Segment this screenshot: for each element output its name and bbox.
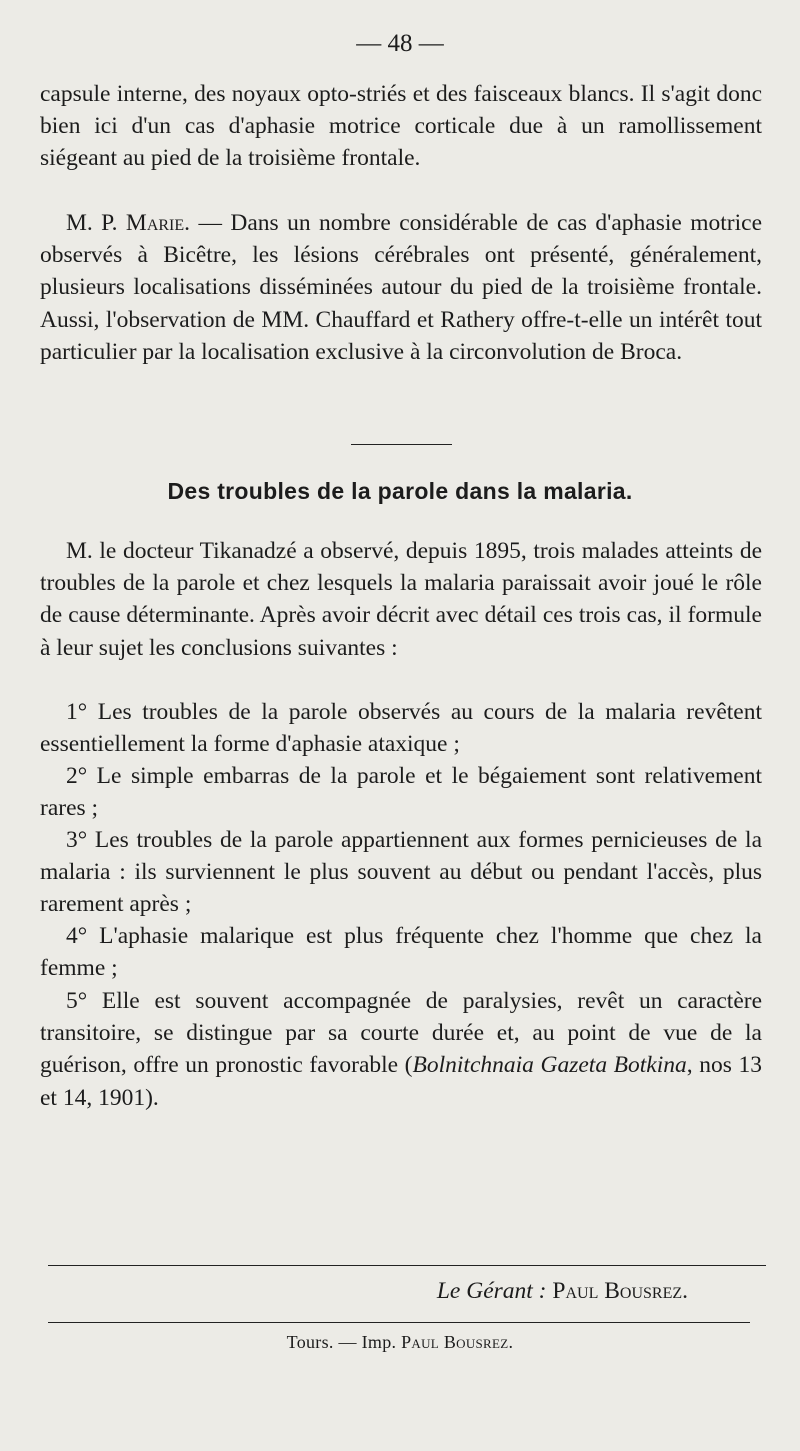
gerant-label: Le Gérant :: [436, 1278, 553, 1304]
printer-name: Paul Bousrez.: [401, 1332, 514, 1352]
footer-rule-bottom: [48, 1322, 750, 1323]
conclusion-item-4: 4° L'aphasie malarique est plus fréquente chez l'homme que chez la femme ;: [40, 923, 762, 982]
speaker-name: M. P. Marie.: [66, 210, 191, 236]
conclusion-item-1: 1° Les troubles de la parole observés au cours de la malaria revêtent essentiellement la forme d'aphasie ataxique ;: [40, 699, 762, 758]
citation-rest: , nos 13 et 14, 1901).: [40, 1052, 762, 1111]
citation-source: Bolnitchnaia Gazeta Botkina: [412, 1052, 687, 1079]
printer-city: Tours. — Imp.: [286, 1332, 402, 1352]
gerant-name: Paul Bousrez.: [552, 1278, 688, 1304]
paragraph-marie-text: — Dans un nombre considérable de cas d'aphasie motrice observés à Bicêtre, les lésions cérébrales ont présenté, généralement, plusieurs localisations disséminées autour du pied de la troisième frontale. Aussi, l'observation de MM. Chauffard et Rathery offre-t-elle un intérêt tout particulier par la localisation exclusive à la circonvolution de Broca.: [40, 210, 762, 365]
section-divider: [351, 444, 452, 445]
section-heading: Des troubles de la parole dans la malaria.: [167, 478, 633, 504]
conclusion-item-5-text: 5° Elle est souvent accompagnée de paralysies, revêt un caractère transitoire, se distingue par sa courte durée et, au point de vue de la guérison, offre un pronostic favorable: [40, 988, 762, 1079]
paragraph-marie: [40, 207, 762, 368]
conclusion-item-5: [40, 985, 762, 1114]
manager-signature-line: [437, 1278, 688, 1305]
paragraph-intro: M. le docteur Tikanadzé a observé, depuis 1895, trois malades atteints de troubles de la parole et chez lesquels la malaria paraissait avoir joué le rôle de cause déterminante. Après avoir décrit avec détail ces trois cas, il formule à leur sujet les conclusions suivantes :: [40, 538, 762, 661]
printer-line: [0, 1332, 800, 1353]
citation-open: (: [398, 1052, 413, 1079]
page-number: — 48 —: [356, 30, 444, 57]
conclusion-item-3: 3° Les troubles de la parole appartiennent aux formes pernicieuses de la malaria : ils surviennent le plus souvent au début ou pendant l'accès, plus rarement après ;: [40, 827, 762, 918]
paragraph-continuation: capsule interne, des noyaux opto-striés et des faisceaux blancs. Il s'agit donc bien ici d'un cas d'aphasie motrice corticale due à un ramollissement siégeant au pied de la troisième frontale.: [40, 81, 762, 172]
conclusion-item-2: 2° Le simple embarras de la parole et le bégaiement sont relativement rares ;: [40, 763, 762, 822]
footer-rule-top: [48, 1265, 766, 1266]
